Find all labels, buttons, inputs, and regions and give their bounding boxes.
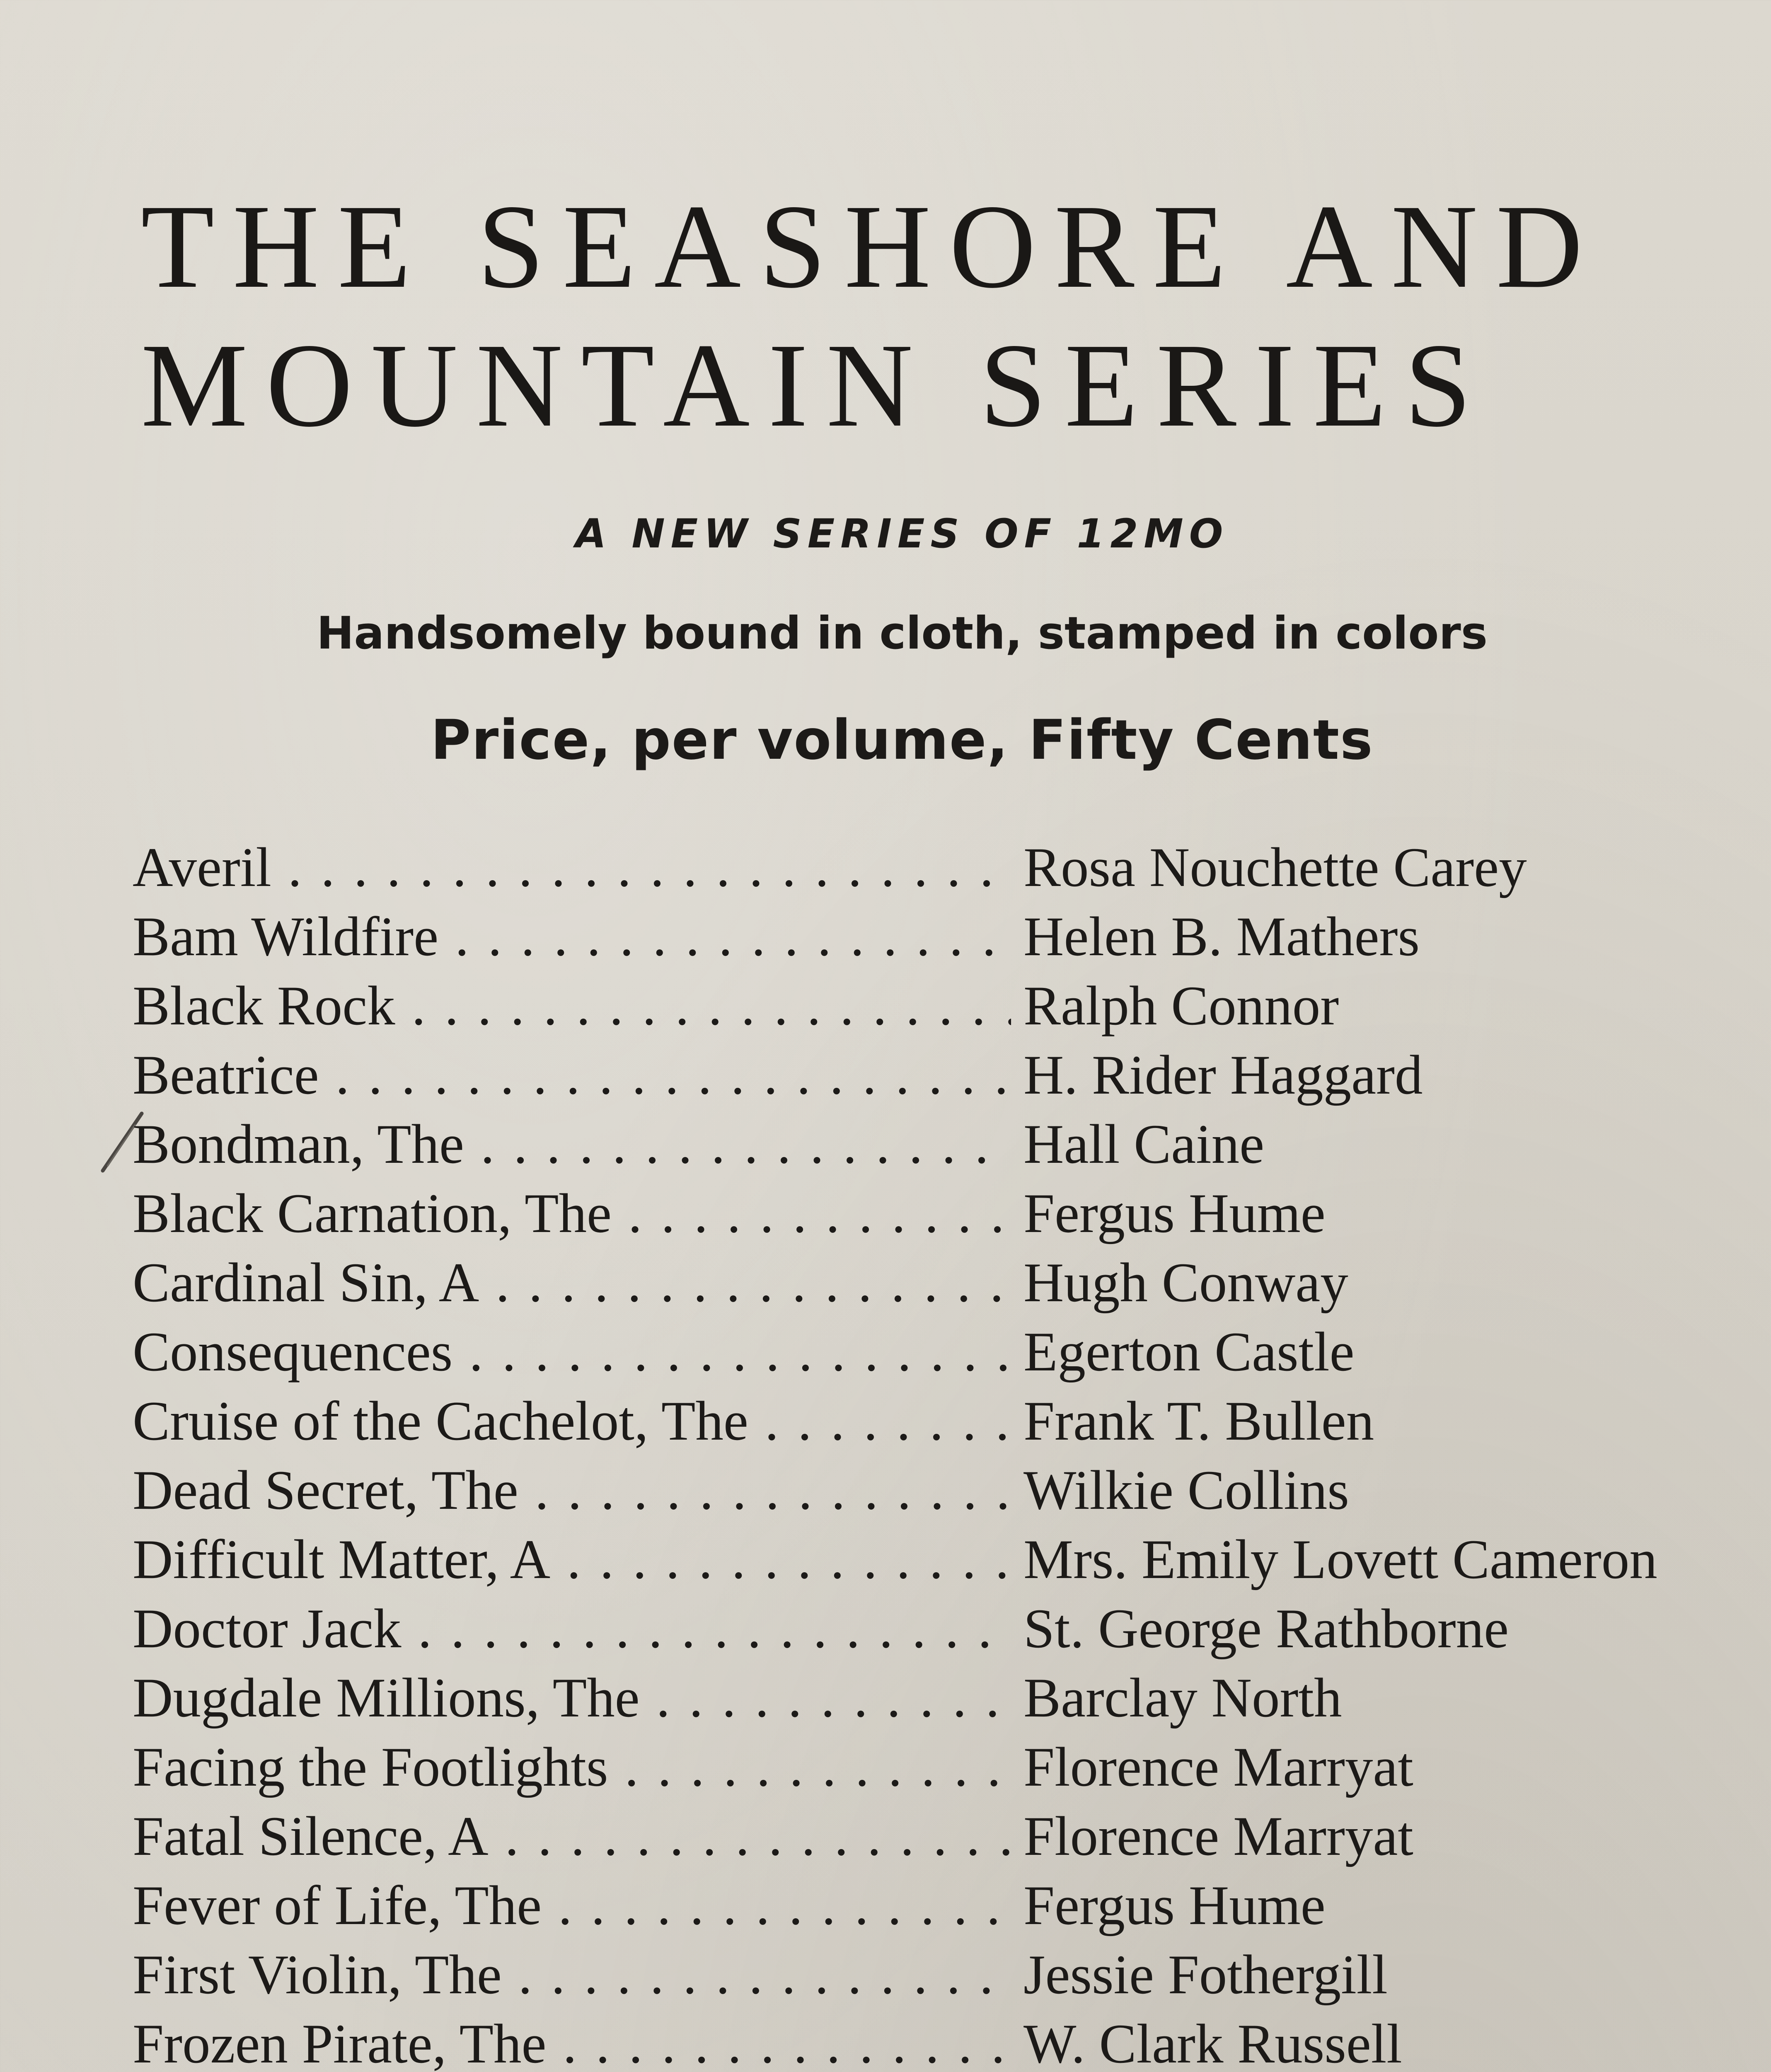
- book-title: Difficult Matter, A . . .: [133, 1525, 1011, 1594]
- catalog-row: [133, 971, 1624, 1041]
- book-author: Florence Marryat: [1023, 1806, 1413, 1867]
- catalog-row: [133, 1387, 1624, 1456]
- catalog-row: [133, 833, 1624, 902]
- book-title: Cruise of the Cachelot, The . . .: [133, 1387, 1011, 1456]
- book-title: Bam Wildfire . . .: [133, 902, 1011, 971]
- book-title: Facing the Footlights . . .: [133, 1733, 1011, 1802]
- book-author: H. Rider Haggard: [1023, 1044, 1423, 1106]
- catalog-row: [133, 1456, 1624, 1525]
- catalog-row: [133, 1733, 1624, 1802]
- catalog-row: [133, 1940, 1624, 2009]
- book-title: Cardinal Sin, A . . .: [133, 1248, 1011, 1317]
- book-title: Frozen Pirate, The . . .: [133, 2009, 1011, 2072]
- book-title: Fatal Silence, A . . .: [133, 1802, 1011, 1871]
- catalog-row: [133, 1317, 1624, 1387]
- book-title: Dead Secret, The . . .: [133, 1456, 1011, 1525]
- book-author: Florence Marryat: [1023, 1736, 1413, 1798]
- book-author: Egerton Castle: [1023, 1321, 1355, 1383]
- series-subtitle: A NEW SERIES OF 12MO: [575, 511, 1229, 557]
- book-author: Fergus Hume: [1023, 1875, 1326, 1936]
- book-title: Bondman, The . . .: [133, 1110, 1011, 1179]
- book-title: Averil . . .: [133, 833, 1011, 902]
- book-author: W. Clark Russell: [1023, 2013, 1402, 2072]
- book-author: Fergus Hume: [1023, 1183, 1326, 1244]
- book-author: Hugh Conway: [1023, 1252, 1348, 1314]
- book-title: Black Carnation, The . . .: [133, 1179, 1011, 1248]
- book-title: Fever of Life, The . . .: [133, 1871, 1011, 1940]
- book-author: Mrs. Emily Lovett Cameron: [1023, 1529, 1657, 1590]
- book-author: Wilkie Collins: [1023, 1460, 1349, 1521]
- catalog-row: [133, 1802, 1624, 1871]
- book-author: Frank T. Bullen: [1023, 1390, 1374, 1452]
- book-title: First Violin, The . . .: [133, 1940, 1011, 2009]
- catalog-row: [133, 1041, 1624, 1110]
- binding-description: Handsomely bound in cloth, stamped in colors: [316, 608, 1488, 659]
- book-author: Ralph Connor: [1023, 975, 1339, 1037]
- catalog-row: [133, 1871, 1624, 1940]
- catalog-row: [133, 1594, 1624, 1663]
- series-title-line-1: THE SEASHORE AND: [141, 180, 1601, 313]
- book-catalog-list: [133, 833, 1657, 2072]
- catalog-row: [133, 1110, 1624, 1179]
- book-title: Beatrice . . .: [133, 1041, 1011, 1110]
- book-title: Black Rock . . .: [133, 971, 1011, 1041]
- catalog-row: [133, 1248, 1624, 1317]
- catalog-row: [133, 1525, 1657, 1594]
- catalog-row: [133, 1179, 1624, 1248]
- book-author: Helen B. Mathers: [1023, 906, 1420, 968]
- book-author: Barclay North: [1023, 1667, 1342, 1729]
- book-author: St. George Rathborne: [1023, 1598, 1509, 1660]
- book-author: Hall Caine: [1023, 1113, 1265, 1175]
- book-author: Jessie Fothergill: [1023, 1944, 1388, 2006]
- book-title: Doctor Jack . . .: [133, 1594, 1011, 1663]
- series-title-line-2: MOUNTAIN SERIES: [141, 319, 1490, 452]
- book-title: Consequences . . .: [133, 1317, 1011, 1387]
- catalog-row: [133, 902, 1624, 971]
- book-title: Dugdale Millions, The . . .: [133, 1663, 1011, 1733]
- catalog-row: [133, 1663, 1624, 1733]
- price-line: Price, per volume, Fifty Cents: [431, 708, 1374, 772]
- book-author: Rosa Nouchette Carey: [1023, 837, 1527, 898]
- catalog-row: [133, 2009, 1624, 2072]
